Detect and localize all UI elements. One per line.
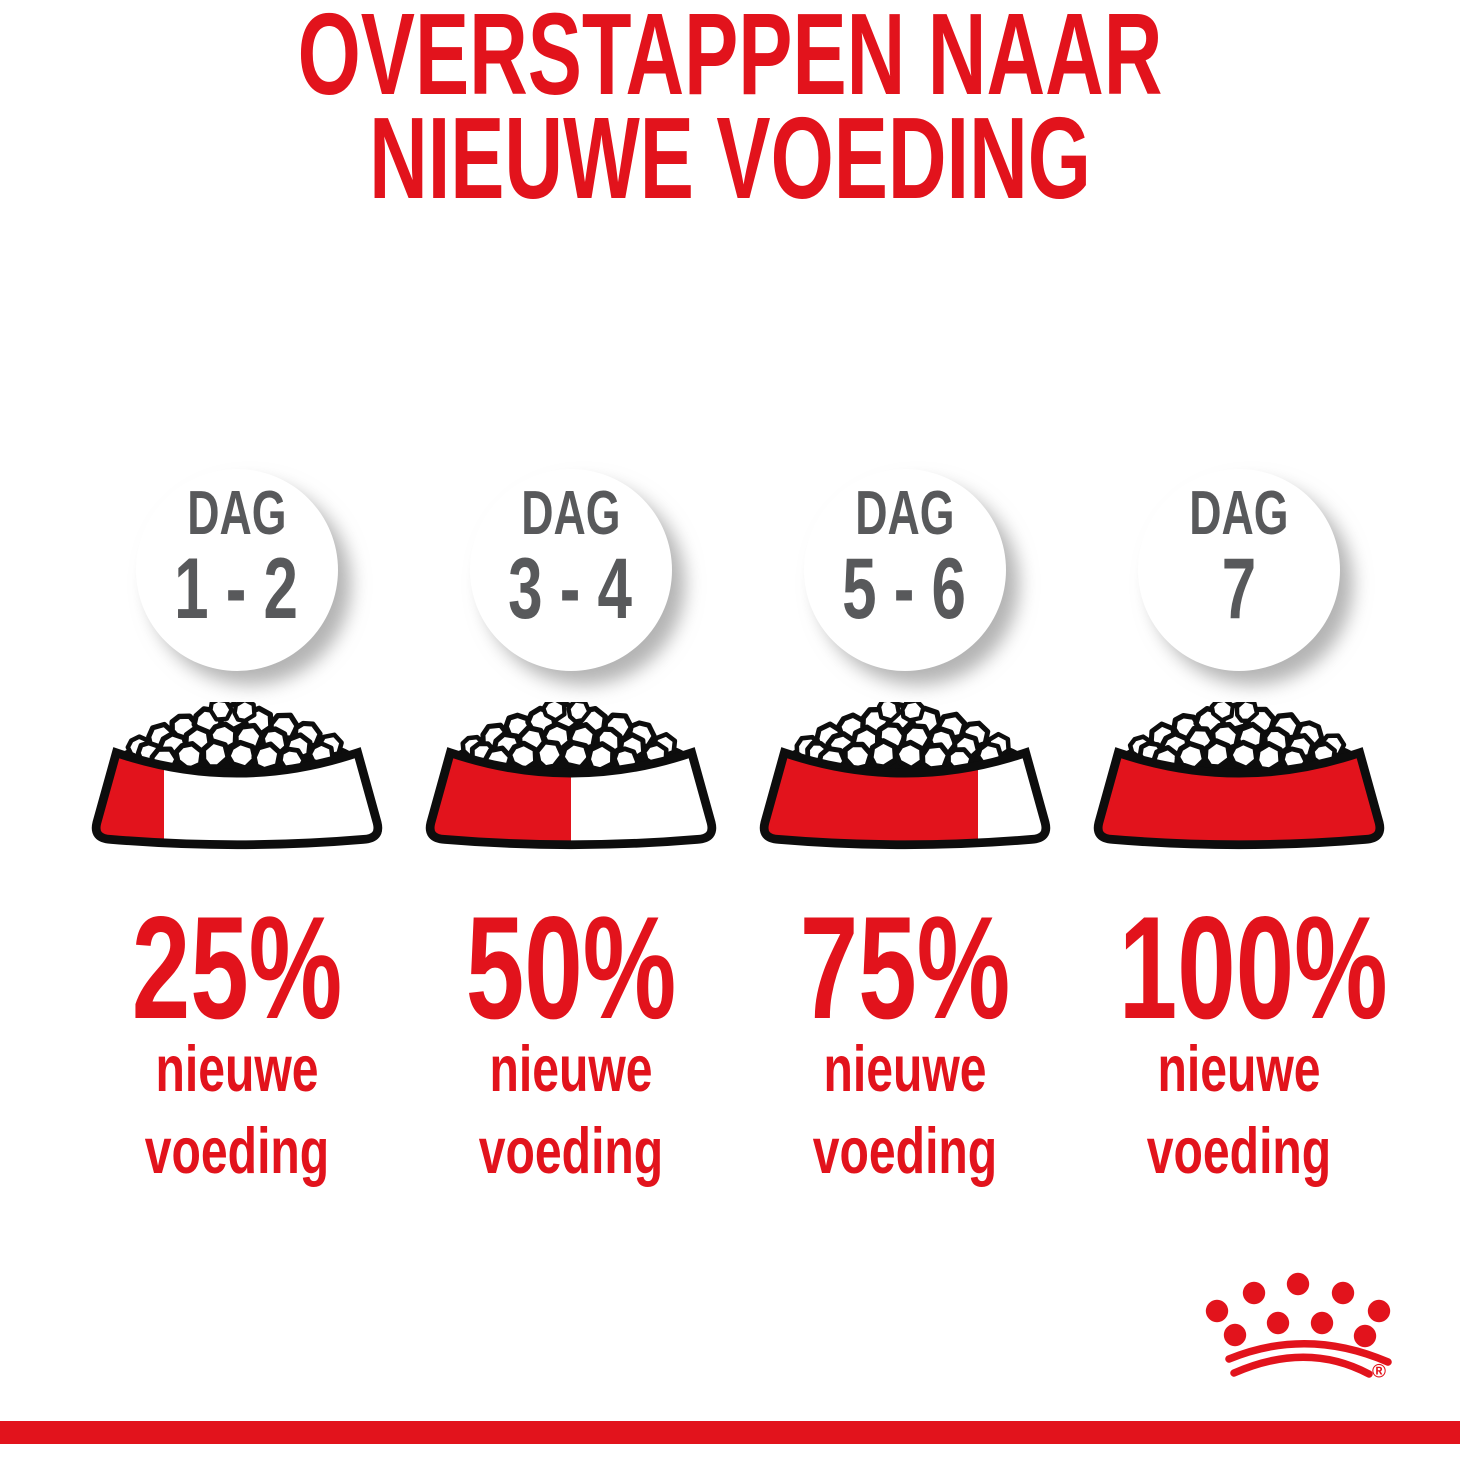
- dog-food-bowl-icon: [759, 702, 1051, 856]
- day-circle-4: [1138, 469, 1340, 671]
- day-circle-2: [470, 469, 672, 671]
- day-column-1: [70, 469, 404, 1192]
- crown-arcs: [1229, 1344, 1388, 1374]
- day-circle-3: [804, 469, 1006, 671]
- day-column-4: [1072, 469, 1406, 1192]
- food-label: nieuwe voeding: [1146, 1032, 1331, 1187]
- day-range: 1 - 2: [174, 541, 299, 637]
- percent-value: 25%: [131, 886, 342, 1049]
- food-label: nieuwe voeding: [478, 1032, 663, 1187]
- royal-canin-crown-logo: [1203, 1270, 1397, 1392]
- svg-text:®: ®: [1372, 1361, 1386, 1383]
- footer-accent-bar: [0, 1421, 1460, 1444]
- title-line-1: OVERSTAPPEN NAAR: [297, 0, 1163, 119]
- day-label: DAG: [1188, 479, 1289, 548]
- day-label: DAG: [854, 479, 955, 548]
- day-label: DAG: [520, 479, 621, 548]
- day-circle-1: [136, 469, 338, 671]
- food-label: nieuwe voeding: [144, 1032, 329, 1187]
- day-column-3: [738, 469, 1072, 1192]
- day-range: 3 - 4: [508, 541, 633, 637]
- dog-food-bowl-icon: [1093, 702, 1385, 856]
- day-column-2: [404, 469, 738, 1192]
- percent-value: 75%: [799, 886, 1010, 1049]
- registered-trademark-icon: [1372, 1362, 1386, 1383]
- day-range: 5 - 6: [842, 541, 967, 637]
- dog-food-bowl-icon: [425, 702, 717, 856]
- crown-dots: [1206, 1273, 1390, 1347]
- dog-food-bowl-icon: [91, 702, 383, 856]
- percent-value: 50%: [465, 886, 676, 1049]
- day-columns: [15, 469, 1460, 1192]
- day-range: 7: [1221, 541, 1256, 637]
- title-line-2: NIEUWE VOEDING: [369, 93, 1091, 223]
- percent-value: 100%: [1118, 886, 1388, 1049]
- day-label: DAG: [186, 479, 287, 548]
- page-title: [0, 0, 1460, 223]
- food-label: nieuwe voeding: [812, 1032, 997, 1187]
